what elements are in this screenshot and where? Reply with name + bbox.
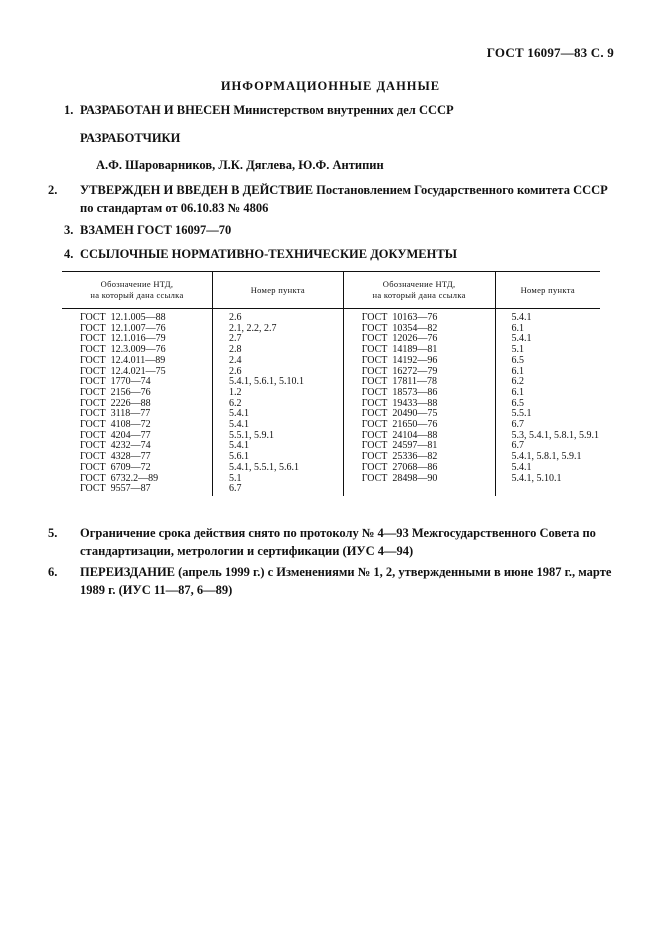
document-title: ИНФОРМАЦИОННЫЕ ДАННЫЕ [220, 79, 441, 93]
table-cell-clause: 6.2 [511, 376, 524, 388]
item-1-text: РАЗРАБОТАН И ВНЕСЕН Министерством внутренних дел СССР [80, 103, 454, 117]
table-cell-designation: ГОСТ 12.1.016—79 [80, 333, 166, 345]
table-cell-clause: 5.5.1, 5.9.1 [228, 429, 274, 441]
table-cell-clause: 6.1 [511, 386, 524, 398]
table-cell-clause: 6.5 [511, 354, 524, 366]
item-2 [48, 181, 610, 217]
right-designations-cell [343, 309, 495, 496]
table-cell-clause: 5.4.1 [228, 419, 249, 431]
table-cell-designation: ГОСТ 17811—78 [361, 376, 438, 388]
table-cell-designation: ГОСТ 1770—74 [80, 376, 151, 388]
item-1-number: 1. [64, 103, 74, 117]
page-header: ГОСТ 16097—83 С. 9 [486, 45, 614, 60]
table-cell-designation: ГОСТ 2156—76 [80, 386, 151, 398]
header-clause-right [495, 272, 600, 309]
table-cell-clause: 2.6 [228, 365, 242, 377]
table-cell-clause: 6.7 [511, 419, 524, 431]
left-designations-cell [62, 309, 212, 496]
developers-names: А.Ф. Шароварников, Л.К. Дяглева, Ю.Ф. Антипин [96, 158, 384, 172]
table-cell-designation: ГОСТ 2226—88 [80, 397, 151, 409]
developers-label: РАЗРАБОТЧИКИ [80, 131, 181, 145]
table-cell-designation: ГОСТ 27068—86 [361, 461, 438, 473]
item-3 [64, 221, 604, 239]
header-designation-line2: на который дана ссылка [372, 290, 466, 300]
item-6-number: 6. [48, 565, 58, 579]
table-cell-clause: 2.7 [228, 333, 242, 345]
references-table [62, 271, 600, 496]
table-cell-clause: 2.8 [228, 344, 242, 356]
table-cell-designation: ГОСТ 6732.2—89 [80, 472, 159, 484]
table-cell-clause: 5.4.1 [511, 461, 532, 473]
table-cell-clause: 5.1 [228, 472, 242, 484]
table-cell-designation: ГОСТ 4204—77 [80, 429, 151, 441]
table-cell-designation: ГОСТ 14192—96 [361, 354, 438, 366]
table-cell-clause: 5.4.1, 5.8.1, 5.9.1 [511, 451, 582, 463]
table-cell-clause: 6.5 [511, 397, 524, 409]
left-clauses-list [229, 313, 342, 495]
header-clause-text: Номер пункта [250, 284, 305, 295]
table-cell-clause: 5.3, 5.4.1, 5.8.1, 5.9.1 [511, 429, 599, 441]
table-cell-designation: ГОСТ 16272—79 [361, 365, 438, 377]
table-cell-designation: ГОСТ 20490—75 [361, 408, 438, 420]
table-cell-clause: 6.1 [511, 322, 524, 334]
right-designations-list [362, 313, 494, 484]
item-4 [64, 245, 604, 263]
table-cell-designation: ГОСТ 12026—76 [361, 333, 438, 345]
header-designation-right [343, 272, 495, 309]
table-cell-clause: 5.4.1 [511, 333, 532, 345]
table-cell-designation: ГОСТ 10354—82 [361, 322, 438, 334]
item-3-number: 3. [64, 223, 74, 237]
table-header-row [62, 272, 600, 309]
table-cell-designation: ГОСТ 24597—81 [361, 440, 438, 452]
item-5-text: Ограничение срока действия снято по протоколу № 4—93 Межгосударственного Совета по стандартизации, метрологии и сертификации (ИУС 4—94) [80, 526, 596, 558]
table-cell-clause: 2.4 [228, 354, 242, 366]
table-cell-designation: ГОСТ 14189—81 [361, 344, 438, 356]
item-1 [64, 101, 604, 119]
table-cell-clause: 5.4.1 [228, 440, 249, 452]
table-cell-clause: 6.7 [228, 483, 242, 495]
table-cell-clause: 6.2 [228, 397, 242, 409]
table-cell-designation: ГОСТ 4108—72 [80, 419, 151, 431]
table-cell-designation: ГОСТ 12.3.009—76 [80, 344, 166, 356]
table-cell-designation: ГОСТ 4232—74 [80, 440, 151, 452]
table-cell-clause: 2.6 [228, 312, 242, 323]
table-cell-designation: ГОСТ 4328—77 [80, 451, 151, 463]
item-6 [48, 563, 620, 599]
right-clauses-list [512, 313, 600, 484]
table-cell-designation: ГОСТ 12.1.005—88 [80, 312, 166, 323]
table-cell-clause: 5.4.1, 5.10.1 [511, 472, 562, 484]
table-cell-designation: ГОСТ 6709—72 [80, 461, 151, 473]
table-cell-designation: ГОСТ 9557—87 [80, 483, 151, 495]
table-cell-clause: 6.7 [511, 440, 524, 452]
table-cell-designation: ГОСТ 21650—76 [361, 419, 438, 431]
table-cell-clause: 1.2 [228, 386, 242, 398]
table-cell-designation: ГОСТ 28498—90 [361, 472, 438, 484]
item-2-text: УТВЕРЖДЕН И ВВЕДЕН В ДЕЙСТВИЕ Постановлением Государственного комитета СССР по стандартам от 06.10.83 № 4806 [80, 183, 608, 215]
header-designation-line2: на который дана ссылка [90, 290, 184, 300]
header-clause-text: Номер пункта [520, 284, 575, 295]
table-cell-clause: 2.1, 2.2, 2.7 [228, 322, 277, 334]
item-5-number: 5. [48, 526, 58, 540]
table-cell-designation: ГОСТ 12.4.011—89 [80, 354, 166, 366]
table-cell-clause: 5.6.1 [228, 451, 249, 463]
table-cell-clause: 5.4.1, 5.6.1, 5.10.1 [228, 376, 304, 388]
right-clauses-cell [495, 309, 600, 496]
table-cell-designation: ГОСТ 12.1.007—76 [80, 322, 166, 334]
table-cell-clause: 5.1 [511, 344, 524, 356]
table-body-row [62, 309, 600, 496]
table-cell-clause: 6.1 [511, 365, 524, 377]
table-cell-designation: ГОСТ 25336—82 [361, 451, 438, 463]
item-5 [48, 524, 620, 560]
table-cell-clause: 5.4.1, 5.5.1, 5.6.1 [228, 461, 299, 473]
left-clauses-cell [212, 309, 343, 496]
item-4-number: 4. [64, 247, 74, 261]
table-cell-designation: ГОСТ 19433—88 [361, 397, 438, 409]
table-cell-clause: 5.4.1 [511, 312, 532, 323]
table-cell-designation: ГОСТ 12.4.021—75 [80, 365, 166, 377]
left-designations-list [80, 313, 211, 495]
header-designation-left [62, 272, 212, 309]
item-3-text: ВЗАМЕН ГОСТ 16097—70 [80, 223, 232, 237]
table-cell-clause: 5.4.1 [228, 408, 249, 420]
item-2-number: 2. [48, 183, 58, 197]
table-cell-designation: ГОСТ 24104—88 [361, 429, 438, 441]
table-cell-clause: 5.5.1 [511, 408, 532, 420]
item-4-text: ССЫЛОЧНЫЕ НОРМАТИВНО-ТЕХНИЧЕСКИЕ ДОКУМЕНТЫ [80, 247, 457, 261]
item-6-text: ПЕРЕИЗДАНИЕ (апрель 1999 г.) с Изменениями № 1, 2, утвержденными в июне 1987 г., марте 1989 г. (ИУС 11—87, 6—89) [80, 565, 612, 597]
header-designation-line1: Обозначение НТД, [382, 279, 456, 289]
table-cell-designation: ГОСТ 10163—76 [361, 312, 438, 323]
header-clause-left [212, 272, 343, 309]
header-designation-line1: Обозначение НТД, [100, 279, 174, 289]
table-cell-designation: ГОСТ 18573—86 [361, 386, 438, 398]
table-cell-designation: ГОСТ 3118—77 [80, 408, 151, 420]
